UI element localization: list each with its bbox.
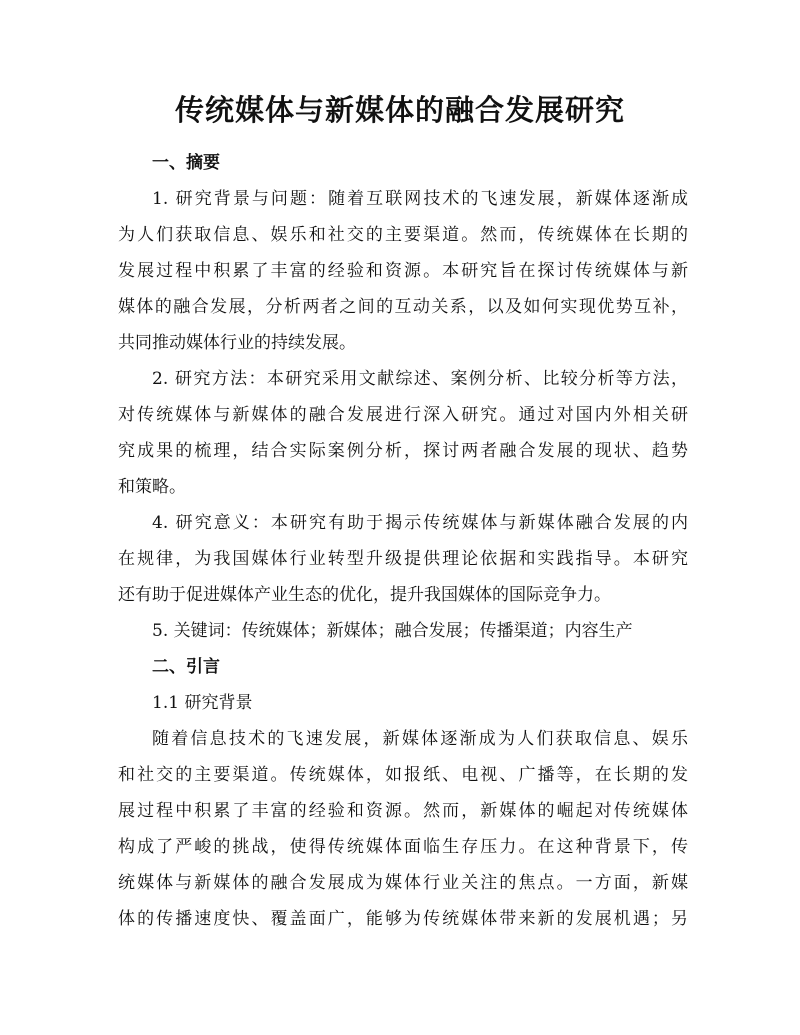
document-body [118,145,688,937]
text-line: 体的传播速度快、覆盖面广，能够为传统媒体带来新的发展机遇；另 [118,909,688,929]
text-line: 构成了严峻的挑战，使得传统媒体面临生存压力。在这种背景下，传 [118,837,688,857]
text-line: 5. 关键词：传统媒体；新媒体；融合发展；传播渠道；内容生产 [152,621,633,641]
section-heading-abstract: 一、摘要 [152,153,220,173]
text-line: 在规律，为我国媒体行业转型升级提供理论依据和实践指导。本研究 [118,549,688,569]
text-line: 1. 研究背景与问题：随着互联网技术的飞速发展，新媒体逐渐成 [152,189,688,209]
text-line: 共同推动媒体行业的持续发展。 [118,333,356,353]
text-line: 究成果的梳理，结合实际案例分析，探讨两者融合发展的现状、趋势 [118,441,688,461]
paragraph-research-method [118,361,688,505]
paragraph-research-significance [118,505,688,613]
section-heading-introduction: 二、引言 [152,657,220,677]
paragraph-keywords [118,613,688,649]
text-line: 2. 研究方法：本研究采用文献综述、案例分析、比较分析等方法， [152,369,688,389]
paragraph-introduction-background [118,721,688,937]
text-line: 为人们获取信息、娱乐和社交的主要渠道。然而，传统媒体在长期的 [118,225,688,245]
subsection-heading-background: 1.1 研究背景 [152,693,253,713]
text-line: 展过程中积累了丰富的经验和资源。然而，新媒体的崛起对传统媒体 [118,801,688,821]
text-line: 随着信息技术的飞速发展，新媒体逐渐成为人们获取信息、娱乐 [152,729,688,749]
text-line: 4. 研究意义：本研究有助于揭示传统媒体与新媒体融合发展的内 [152,513,688,533]
text-line: 媒体的融合发展，分析两者之间的互动关系，以及如何实现优势互补， [118,297,688,317]
text-line: 还有助于促进媒体产业生态的优化，提升我国媒体的国际竞争力。 [118,585,611,605]
paragraph-research-background [118,181,688,361]
text-line: 发展过程中积累了丰富的经验和资源。本研究旨在探讨传统媒体与新 [118,261,688,281]
document-title: 传统媒体与新媒体的融合发展研究 [174,93,625,127]
text-line: 对传统媒体与新媒体的融合发展进行深入研究。通过对国内外相关研 [118,405,688,425]
text-line: 统媒体与新媒体的融合发展成为媒体行业关注的焦点。一方面，新媒 [118,873,688,893]
text-line: 和社交的主要渠道。传统媒体，如报纸、电视、广播等，在长期的发 [118,765,688,785]
text-line: 和策略。 [118,477,186,497]
